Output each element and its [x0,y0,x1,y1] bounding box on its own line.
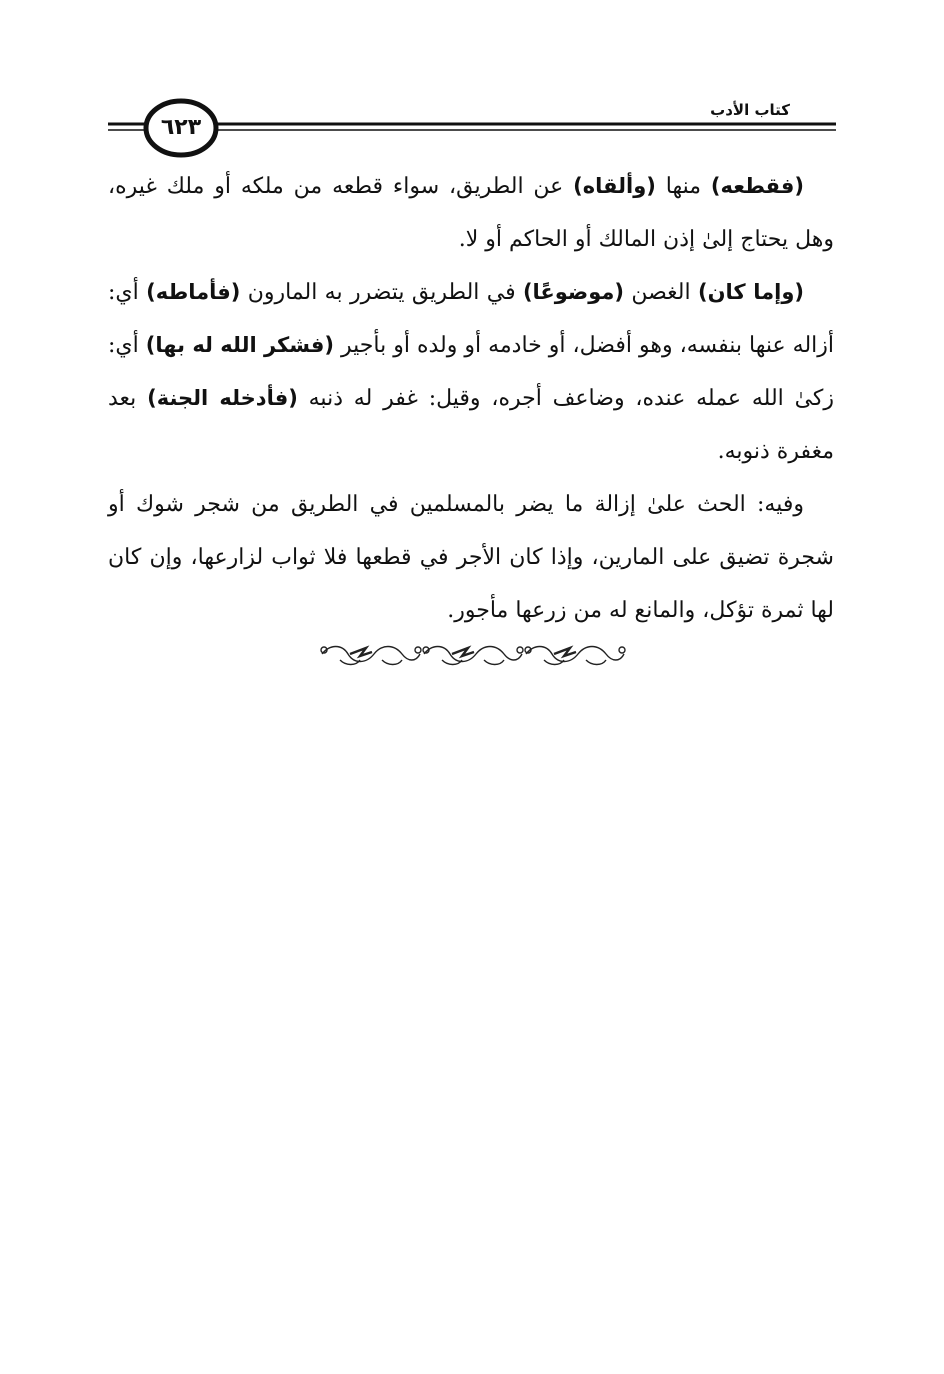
matn-quote-text: (فشكر الله له بها) [145,333,334,357]
commentary-text: أي: زكىٰ الله عمله عنده، وضاعف أجره، وقيل: غفر له ذنبه [108,333,835,411]
commentary-text: الغصن [624,280,698,305]
book-title: كتاب الأدب [704,100,796,120]
matn-quote-text: (فأدخله الجنة) [147,386,298,410]
page-number: ٦٢٣ [160,115,202,140]
commentary-text: أي: أزاله عنها بنفسه، وهو أفضل، أو خادمه أو ولده أو بأجير [108,280,834,358]
matn-quote-text: (فأماطه) [146,280,241,304]
commentary-text: بعد مغفرة ذنوبه. [108,386,834,464]
commentary-text: منها [655,174,711,199]
matn-quote-text: (فقطعه) [710,174,804,198]
body-paragraph [108,478,834,637]
matn-quote-text: (وألقاه) [573,174,656,198]
floral-divider-ornament-icon [312,636,632,672]
commentary-text: في الطريق يتضرر به المارون [240,280,523,305]
matn-quote-text: (موضوعًا) [522,280,624,304]
matn-quote-text: (وإما كان) [697,280,804,304]
page-header [108,96,836,160]
commentary-text: وفيه: الحث علىٰ إزالة ما يضر بالمسلمين في الطريق من شجر شوك أو شجرة تضيق على المارين، وإذا كان الأجر في قطعها فلا ثواب لزارعها، وإن كان لها ثمرة تؤكل، والمانع له من زرعها مأجور. [108,492,834,623]
body-paragraph [108,266,834,478]
body-paragraph [108,160,834,266]
page-body [108,160,834,637]
commentary-text: عن الطريق، سواء قطعه من ملكه أو ملك غيره، وهل يحتاج إلىٰ إذن المالك أو الحاكم أو لا. [108,174,834,252]
